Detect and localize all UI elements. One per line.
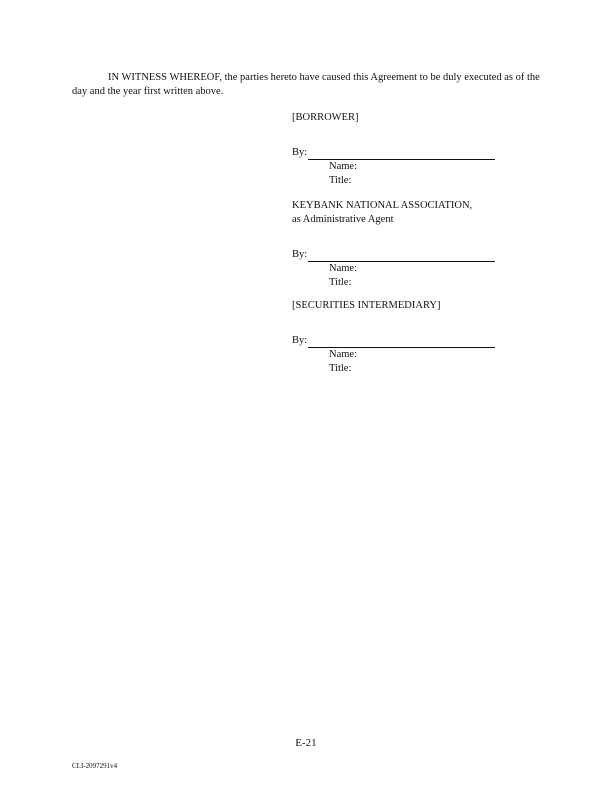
party-role: as Administrative Agent xyxy=(292,214,394,225)
signature-block-administrative-agent xyxy=(292,199,552,290)
title-label: Title: xyxy=(329,277,352,288)
signature-block-securities-intermediary xyxy=(292,299,552,376)
signature-block-borrower xyxy=(292,111,552,188)
signature-line xyxy=(292,146,552,160)
party-name: [SECURITIES INTERMEDIARY] xyxy=(292,300,441,311)
signature-rule xyxy=(308,250,495,262)
by-label: By: xyxy=(292,249,308,260)
page-number: E-21 xyxy=(295,737,317,749)
signature-rule xyxy=(308,148,495,160)
signature-line xyxy=(292,334,552,348)
by-label: By: xyxy=(292,335,308,346)
title-label: Title: xyxy=(329,363,352,374)
name-label: Name: xyxy=(329,349,357,360)
by-label: By: xyxy=(292,147,308,158)
name-label: Name: xyxy=(329,263,357,274)
signature-rule xyxy=(308,336,495,348)
witness-paragraph: IN WITNESS WHEREOF, the parties hereto have caused this Agreement to be duly executed as of the day and the year first written above. xyxy=(72,72,540,97)
party-name: KEYBANK NATIONAL ASSOCIATION, xyxy=(292,200,473,211)
party-name: [BORROWER] xyxy=(292,112,359,123)
name-label: Name: xyxy=(329,161,357,172)
signature-line xyxy=(292,248,552,262)
title-label: Title: xyxy=(329,175,352,186)
document-id: CLI-2097291v4 xyxy=(72,762,118,770)
